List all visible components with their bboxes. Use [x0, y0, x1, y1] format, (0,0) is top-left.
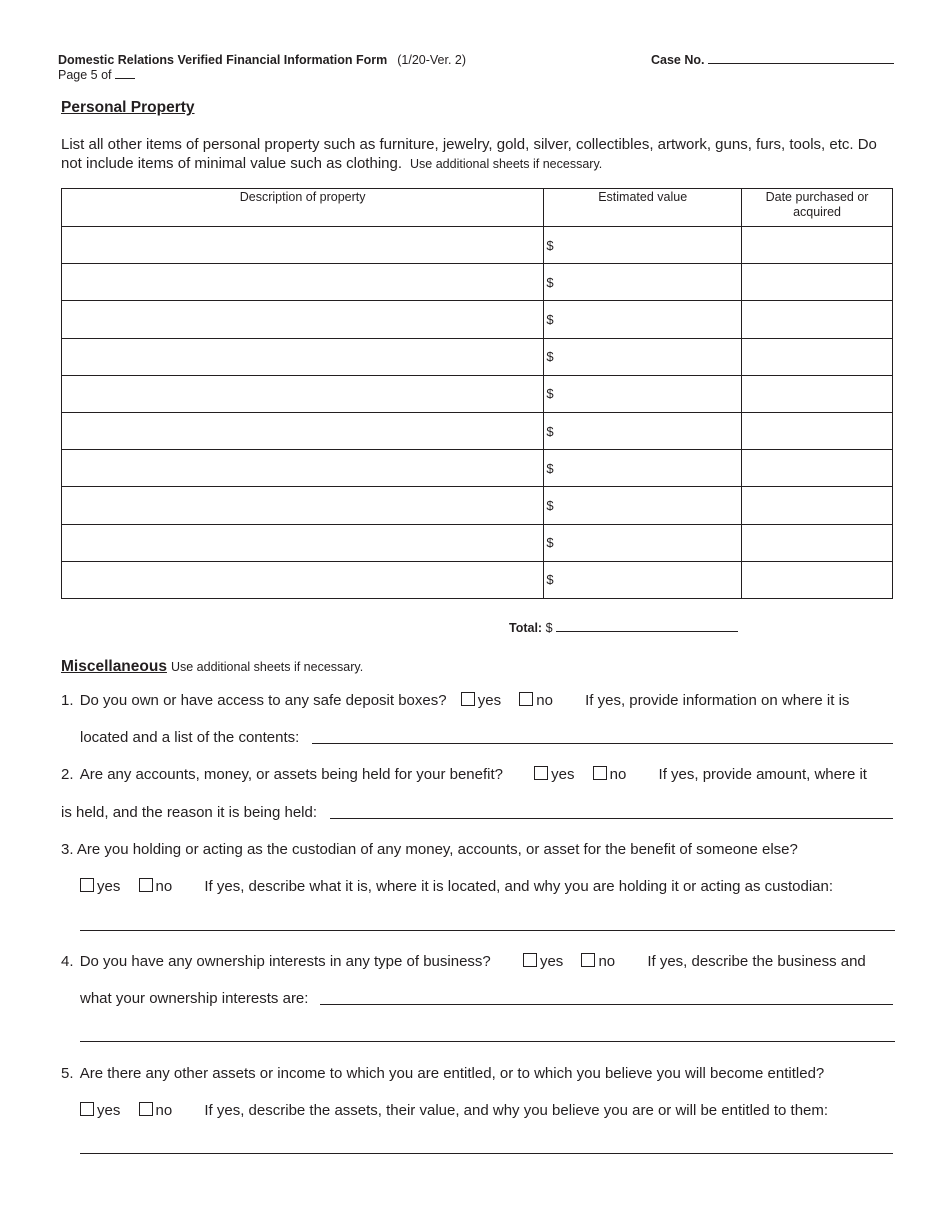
date-cell[interactable]	[742, 264, 893, 301]
table-row	[62, 524, 893, 561]
value-cell[interactable]: $	[544, 301, 742, 338]
value-cell[interactable]: $	[544, 264, 742, 301]
question-1-line-2: located and a list of the contents:	[80, 729, 300, 746]
value-cell[interactable]: $	[544, 227, 742, 264]
value-cell[interactable]: $	[544, 412, 742, 449]
description-cell[interactable]	[62, 301, 544, 338]
value-cell[interactable]: $	[544, 375, 742, 412]
description-cell[interactable]	[62, 227, 544, 264]
description-cell[interactable]	[62, 264, 544, 301]
q4-no-checkbox[interactable]	[581, 953, 595, 967]
description-cell[interactable]	[62, 338, 544, 375]
date-cell[interactable]	[742, 301, 893, 338]
value-cell[interactable]: $	[544, 450, 742, 487]
q3-no-checkbox[interactable]	[139, 878, 153, 892]
date-cell[interactable]	[742, 524, 893, 561]
date-cell[interactable]	[742, 487, 893, 524]
table-row	[62, 301, 893, 338]
miscellaneous-note: Use additional sheets if necessary.	[170, 660, 364, 674]
question-4-line-2: what your ownership interests are:	[80, 990, 309, 1007]
personal-property-instructions: List all other items of personal property such as furniture, jewelry, gold, silver, collectibles, artwork, guns, furs, tools, etc. Do not include items of minimal value such as clothing. Use additional sheets if necessary.	[61, 136, 877, 172]
table-header-row	[62, 189, 893, 227]
description-cell[interactable]	[62, 412, 544, 449]
column-header-value: Estimated value	[544, 189, 742, 227]
description-cell[interactable]	[62, 524, 544, 561]
date-cell[interactable]	[742, 561, 893, 598]
date-cell[interactable]	[742, 450, 893, 487]
total-value	[509, 621, 738, 635]
q2-yes-checkbox[interactable]	[534, 766, 548, 780]
date-cell[interactable]	[742, 375, 893, 412]
date-cell[interactable]	[742, 338, 893, 375]
table-row	[62, 338, 893, 375]
description-cell[interactable]	[62, 450, 544, 487]
q2-no-checkbox[interactable]	[593, 766, 607, 780]
question-2: 2. Are any accounts, money, or assets being held for your benefit? yes no If yes, provide amount, where it	[61, 766, 867, 783]
miscellaneous-title: Miscellaneous	[61, 658, 167, 675]
question-1: 1. Do you own or have access to any safe deposit boxes? yes no If yes, provide information on where it is	[61, 692, 850, 709]
case-number-field[interactable]	[708, 63, 894, 64]
table-row	[62, 375, 893, 412]
description-cell[interactable]	[62, 487, 544, 524]
q3-answer-line[interactable]	[80, 930, 895, 931]
question-5-options: yes no If yes, describe the assets, their value, and why you believe you are or will be entitled to them:	[80, 1102, 828, 1119]
case-number: Case No.	[651, 53, 894, 67]
table-row	[62, 412, 893, 449]
q1-yes-checkbox[interactable]	[461, 692, 475, 706]
q5-no-checkbox[interactable]	[139, 1102, 153, 1116]
description-cell[interactable]	[62, 561, 544, 598]
q1-answer-line[interactable]	[312, 743, 893, 744]
column-header-description: Description of property	[62, 189, 544, 227]
total-label: Total:	[509, 621, 543, 635]
form-title: Domestic Relations Verified Financial Information Form (1/20-Ver. 2)	[58, 53, 467, 67]
q5-answer-line[interactable]	[80, 1153, 893, 1154]
total-value-field[interactable]	[556, 631, 738, 632]
question-2-line-2: is held, and the reason it is being held:	[61, 804, 318, 821]
q3-yes-checkbox[interactable]	[80, 878, 94, 892]
value-cell[interactable]: $	[544, 487, 742, 524]
q1-no-checkbox[interactable]	[519, 692, 533, 706]
column-header-date: Date purchased or acquired	[742, 189, 893, 227]
value-cell[interactable]: $	[544, 561, 742, 598]
description-cell[interactable]	[62, 375, 544, 412]
table-row	[62, 450, 893, 487]
q2-answer-line[interactable]	[330, 818, 893, 819]
q4-answer-line-1[interactable]	[320, 1004, 893, 1005]
question-3: 3. Are you holding or acting as the custodian of any money, accounts, or asset for the benefit of someone else?	[61, 841, 798, 858]
page-number: Page 5 of	[58, 68, 135, 82]
total-currency: $	[545, 621, 553, 635]
q4-answer-line-2[interactable]	[80, 1041, 895, 1042]
value-cell[interactable]: $	[544, 338, 742, 375]
miscellaneous-heading	[61, 658, 363, 676]
value-cell[interactable]: $	[544, 524, 742, 561]
question-3-options: yes no If yes, describe what it is, where it is located, and why you are holding it or acting as custodian:	[80, 878, 833, 895]
date-cell[interactable]	[742, 412, 893, 449]
table-row	[62, 227, 893, 264]
table-row	[62, 561, 893, 598]
question-4: 4. Do you have any ownership interests in any type of business? yes no If yes, describe the business and	[61, 953, 866, 970]
table-row	[62, 487, 893, 524]
form-version: (1/20-Ver. 2)	[397, 53, 467, 67]
personal-property-table	[61, 188, 893, 599]
total-pages-field[interactable]	[115, 78, 135, 79]
personal-property-title: Personal Property	[61, 99, 195, 116]
date-cell[interactable]	[742, 227, 893, 264]
table-row	[62, 264, 893, 301]
question-5: 5. Are there any other assets or income to which you are entitled, or to which you believe you will become entitled?	[61, 1065, 825, 1082]
q5-yes-checkbox[interactable]	[80, 1102, 94, 1116]
q4-yes-checkbox[interactable]	[523, 953, 537, 967]
